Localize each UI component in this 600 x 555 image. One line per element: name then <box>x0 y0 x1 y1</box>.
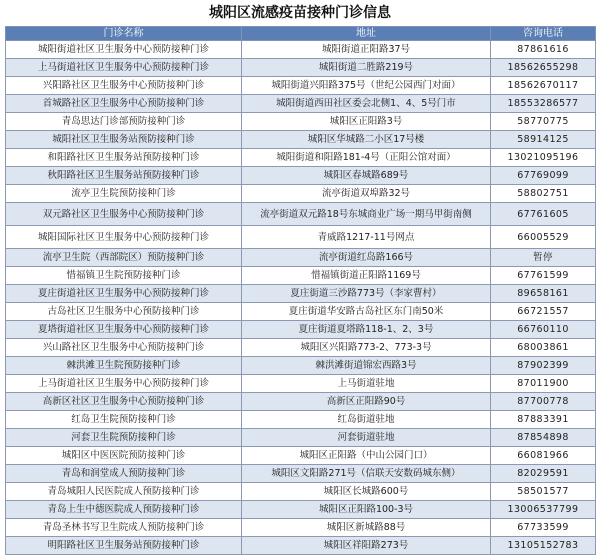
phone-cell: 82029591 <box>491 465 596 483</box>
phone-cell: 13021095196 <box>491 149 596 167</box>
table-row <box>6 501 596 519</box>
table-row <box>6 447 596 465</box>
clinic-name-cell: 上马街道社区卫生服务中心预防接种门诊 <box>6 59 242 77</box>
header-phone: 咨询电话 <box>491 27 596 41</box>
address-cell: 流亭街道红岛路166号 <box>242 249 491 267</box>
phone-cell: 87861616 <box>491 41 596 59</box>
clinic-name-cell: 流亭卫生院预防接种门诊 <box>6 185 242 203</box>
clinic-name-cell: 城阳街道社区卫生服务中心预防接种门诊 <box>6 41 242 59</box>
table-row <box>6 185 596 203</box>
table-row <box>6 131 596 149</box>
clinic-name-cell: 城阳国际社区卫生服务中心预防接种门诊 <box>6 226 242 249</box>
table-row <box>6 149 596 167</box>
phone-cell: 66721557 <box>491 303 596 321</box>
address-cell: 城阳区正阳路3号 <box>242 113 491 131</box>
table-header-row <box>6 27 596 41</box>
clinic-name-cell: 古岛社区卫生服务中心预防接种门诊 <box>6 303 242 321</box>
address-cell: 城阳区正阳路100-3号 <box>242 501 491 519</box>
table-row <box>6 203 596 226</box>
phone-cell: 87011900 <box>491 375 596 393</box>
clinic-name-cell: 明阳路社区卫生服务站预防接种门诊 <box>6 537 242 555</box>
address-cell: 河套街道驻地 <box>242 429 491 447</box>
clinic-name-cell: 上马街道社区卫生服务中心预防接种门诊 <box>6 375 242 393</box>
clinic-name-cell: 城阳区中医医院预防接种门诊 <box>6 447 242 465</box>
table-row <box>6 113 596 131</box>
address-cell: 红岛街道驻地 <box>242 411 491 429</box>
clinic-name-cell: 青岛圣林书写卫生院成人预防接种门诊 <box>6 519 242 537</box>
phone-cell: 68003861 <box>491 339 596 357</box>
table-row <box>6 95 596 113</box>
clinic-name-cell: 青岛城阳人民医院成人预防接种门诊 <box>6 483 242 501</box>
phone-cell: 58914125 <box>491 131 596 149</box>
table-row <box>6 59 596 77</box>
phone-cell: 13105152783 <box>491 537 596 555</box>
address-cell: 流亭街道双元路18号东城商业广场一期马甲街南侧 <box>242 203 491 226</box>
address-cell: 棘洪滩街道锦宏西路3号 <box>242 357 491 375</box>
address-cell: 城阳区祥阳路273号 <box>242 537 491 555</box>
table-row <box>6 77 596 95</box>
table-row <box>6 339 596 357</box>
clinic-table <box>5 26 596 555</box>
table-row <box>6 357 596 375</box>
phone-cell: 67733599 <box>491 519 596 537</box>
clinic-name-cell: 夏庄街道社区卫生服务中心预防接种门诊 <box>6 285 242 303</box>
table-row <box>6 429 596 447</box>
table-row <box>6 393 596 411</box>
table-row <box>6 167 596 185</box>
clinic-name-cell: 兴山路社区卫生服务中心预防接种门诊 <box>6 339 242 357</box>
clinic-name-cell: 河套卫生院预防接种门诊 <box>6 429 242 447</box>
address-cell: 城阳街道西田社区委会北侧1、4、5号门市 <box>242 95 491 113</box>
address-cell: 城阳街道二胜路219号 <box>242 59 491 77</box>
phone-cell: 87902399 <box>491 357 596 375</box>
address-cell: 城阳街道兴阳路375号（世纪公园西门对面） <box>242 77 491 95</box>
header-clinic: 门诊名称 <box>6 27 242 41</box>
phone-cell: 66760110 <box>491 321 596 339</box>
table-row <box>6 375 596 393</box>
page-title: 城阳区流感疫苗接种门诊信息 <box>209 5 391 21</box>
address-cell: 城阳区新城路88号 <box>242 519 491 537</box>
address-cell: 城阳区华城路二小区17号楼 <box>242 131 491 149</box>
clinic-name-cell: 惜福镇卫生院预防接种门诊 <box>6 267 242 285</box>
phone-cell: 66005529 <box>491 226 596 249</box>
clinic-name-cell: 青岛上生中德医院成人预防接种门诊 <box>6 501 242 519</box>
table-row <box>6 267 596 285</box>
table-body <box>6 41 596 555</box>
table-row <box>6 41 596 59</box>
phone-cell: 18553286577 <box>491 95 596 113</box>
address-cell: 城阳区长城路600号 <box>242 483 491 501</box>
phone-cell: 58501577 <box>491 483 596 501</box>
phone-cell: 87700778 <box>491 393 596 411</box>
phone-cell: 66081966 <box>491 447 596 465</box>
clinic-name-cell: 双元路社区卫生服务中心预防接种门诊 <box>6 203 242 226</box>
phone-cell: 89658161 <box>491 285 596 303</box>
clinic-name-cell: 城阳社区卫生服务站预防接种门诊 <box>6 131 242 149</box>
table-row <box>6 465 596 483</box>
header-address: 地址 <box>242 27 491 41</box>
address-cell: 城阳街道和阳路181-4号（正阳公馆对面） <box>242 149 491 167</box>
table-row <box>6 285 596 303</box>
address-cell: 城阳区春城路689号 <box>242 167 491 185</box>
address-cell: 城阳区正阳路（中山公园门口） <box>242 447 491 465</box>
phone-cell: 67769099 <box>491 167 596 185</box>
phone-cell: 13006537799 <box>491 501 596 519</box>
phone-cell: 暂停 <box>491 249 596 267</box>
clinic-name-cell: 夏塔街道社区卫生服务中心预防接种门诊 <box>6 321 242 339</box>
table-row <box>6 303 596 321</box>
address-cell: 高新区正阳路90号 <box>242 393 491 411</box>
address-cell: 城阳区兴阳路773-2、773-3号 <box>242 339 491 357</box>
table-row <box>6 249 596 267</box>
clinic-name-cell: 兴阳路社区卫生服务中心预防接种门诊 <box>6 77 242 95</box>
phone-cell: 18562655298 <box>491 59 596 77</box>
clinic-name-cell: 青岛和润堂成人预防接种门诊 <box>6 465 242 483</box>
address-cell: 夏庄街道华安路古岛社区东门南50米 <box>242 303 491 321</box>
phone-cell: 67761599 <box>491 267 596 285</box>
address-cell: 上马街道驻地 <box>242 375 491 393</box>
phone-cell: 87883391 <box>491 411 596 429</box>
clinic-name-cell: 红岛卫生院预防接种门诊 <box>6 411 242 429</box>
clinic-name-cell: 秋阳路社区卫生服务站预防接种门诊 <box>6 167 242 185</box>
clinic-name-cell: 首城路社区卫生服务中心预防接种门诊 <box>6 95 242 113</box>
phone-cell: 87854898 <box>491 429 596 447</box>
clinic-name-cell: 流亭卫生院（西部院区）预防接种门诊 <box>6 249 242 267</box>
address-cell: 夏庄街道三沙路773号（李家曹村） <box>242 285 491 303</box>
table-row <box>6 411 596 429</box>
address-cell: 流亭街道双埠路32号 <box>242 185 491 203</box>
phone-cell: 58802751 <box>491 185 596 203</box>
clinic-name-cell: 高新区社区卫生服务中心预防接种门诊 <box>6 393 242 411</box>
phone-cell: 18562670117 <box>491 77 596 95</box>
table-row <box>6 321 596 339</box>
address-cell: 城阳街道正阳路37号 <box>242 41 491 59</box>
phone-cell: 67761605 <box>491 203 596 226</box>
clinic-name-cell: 和阳路社区卫生服务站预防接种门诊 <box>6 149 242 167</box>
clinic-name-cell: 青岛思达门诊部预防接种门诊 <box>6 113 242 131</box>
phone-cell: 58770775 <box>491 113 596 131</box>
address-cell: 惜福镇街道正阳路1169号 <box>242 267 491 285</box>
table-row <box>6 483 596 501</box>
address-cell: 城阳区文阳路271号（信联天安数码城东侧） <box>242 465 491 483</box>
address-cell: 青威路1217-11号网点 <box>242 226 491 249</box>
table-row <box>6 519 596 537</box>
clinic-name-cell: 棘洪滩卫生院预防接种门诊 <box>6 357 242 375</box>
address-cell: 夏庄街道夏塔路118-1、2、3号 <box>242 321 491 339</box>
table-row <box>6 226 596 249</box>
